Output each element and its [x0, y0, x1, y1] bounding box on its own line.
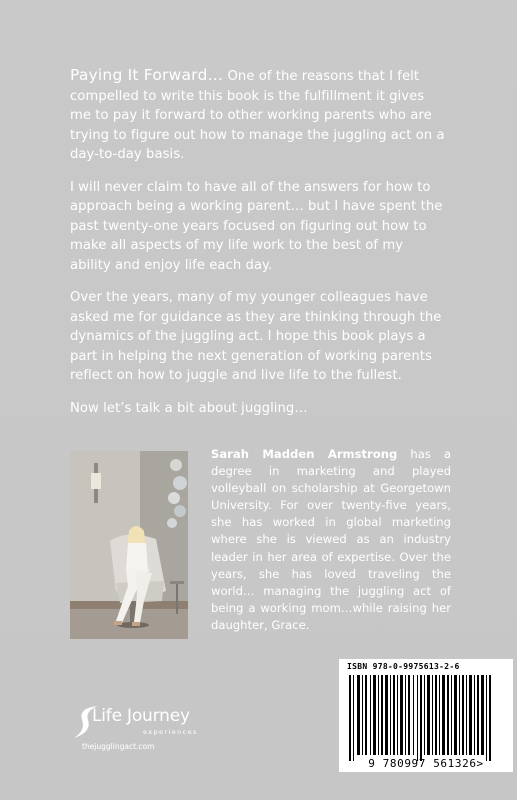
publisher-subtitle: experiences: [143, 728, 198, 736]
isbn-barcode-box: [339, 659, 513, 772]
publisher-name: Life Journey: [92, 706, 190, 726]
intro-paragraph-3: Over the years, many of my younger colleagues have asked me for guidance as they are thinking through the dynamics of the juggling act. I hope this book plays a part in helping the next generation of working parents reflect on how to juggle and live life to the fullest.: [70, 290, 442, 383]
isbn-label: ISBN 978-0-9975613-2-6: [347, 662, 460, 671]
intro-text: [70, 66, 448, 431]
intro-paragraph-4: Now let’s talk a bit about juggling…: [70, 400, 308, 416]
intro-paragraph-2: I will never claim to have all of the answers for how to approach being a working parent… but I have spent the past twenty-one years focused on figuring out how to make all aspects of my life work to the best of my ability and enjoy life each day.: [70, 179, 443, 273]
author-photo: [70, 451, 188, 639]
barcode: [339, 659, 513, 772]
intro-lead-heading: Paying It Forward…: [70, 66, 224, 84]
author-name: Sarah Madden Armstrong: [211, 447, 398, 461]
intro-paragraph-1-text: One of the reasons that I felt compelled to write this book is the fulfillment it gives me to pay it forward to other working parents who are trying to figure out how to manage the juggling act on a day-to-day basis.: [70, 69, 445, 162]
author-bio: [211, 446, 451, 634]
intro-paragraph-1: [70, 66, 448, 165]
website-url: thejugglingact.com: [82, 742, 155, 751]
publisher-logo: [68, 702, 218, 757]
author-bio-text: has a degree in marketing and played volleyball on scholarship at Georgetown University. For over twenty-five years, she has worked in global marketing where she is viewed as an industry leader in her area of expertise. Over the years, she has loved traveling the world… managing the juggling act of being a working mom…while raising her daughter, Grace.: [211, 447, 451, 632]
barcode-digits: 9 780997 561326>: [368, 757, 484, 770]
